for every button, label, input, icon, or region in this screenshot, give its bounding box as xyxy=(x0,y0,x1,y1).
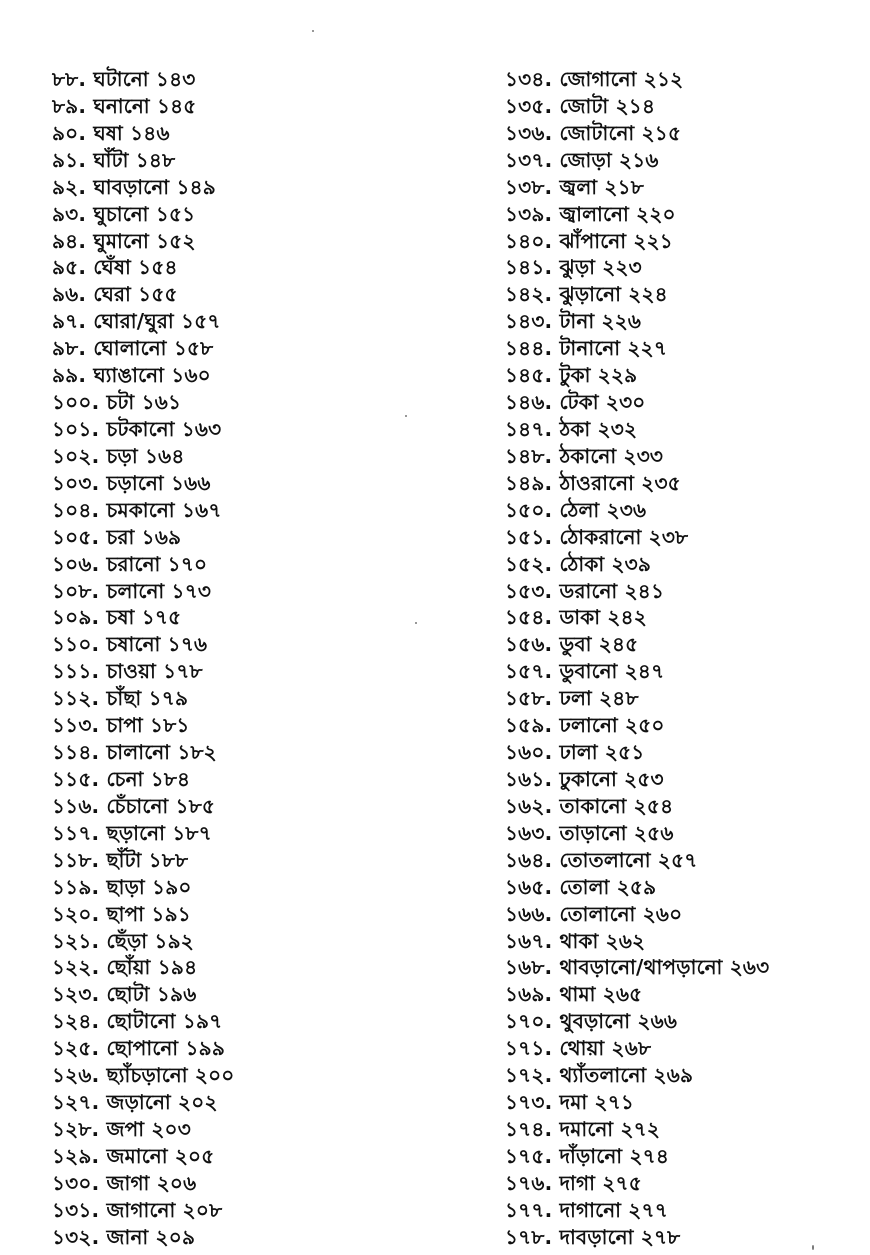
index-entry: ১২৬. ছ্যাঁচড়ানো ২০০ xyxy=(52,1063,235,1088)
index-entry: ১৪৭. ঠকা ২৩২ xyxy=(505,416,638,441)
index-entry: ১৩৮. জ্বলা ২১৮ xyxy=(505,174,644,199)
index-entry: ৯২. ঘাবড়ানো ১৪৯ xyxy=(52,174,216,199)
index-entry: ৮৯. ঘনানো ১৪৫ xyxy=(52,93,197,118)
index-entry: ১০০. চটা ১৬১ xyxy=(52,390,182,415)
index-entry: ১২৮. জপা ২০৩ xyxy=(52,1116,191,1141)
index-entry: ১৩৬. জোটানো ২১৫ xyxy=(505,120,682,145)
index-entry: ১৭১. থোয়া ২৬৮ xyxy=(505,1036,652,1061)
index-entry: ১৫৩. ডরানো ২৪১ xyxy=(505,578,665,603)
index-entry: ১৭৩. দমা ২৭১ xyxy=(505,1090,635,1115)
index-entry: ৯৯. ঘ্যাঙানো ১৬০ xyxy=(52,363,211,388)
index-entry: ১৬৪. তোতলানো ২৫৭ xyxy=(505,847,698,872)
index-entry: ১৪৩. টানা ২২৬ xyxy=(505,309,642,334)
index-entry: ১০৯. চষা ১৭৫ xyxy=(52,605,182,630)
index-entry: ১৭২. থ্যাঁতলানো ২৬৯ xyxy=(505,1063,694,1088)
index-entry: ১৭৬. দাগা ২৭৫ xyxy=(505,1170,642,1195)
index-entry: ১১১. চাওয়া ১৭৮ xyxy=(52,659,203,684)
index-entry: ১২৪. ছোটানো ১৯৭ xyxy=(52,1009,223,1034)
index-entry: ১৩৭. জোড়া ২১৬ xyxy=(505,147,659,172)
index-entry: ১১৪. চালানো ১৮২ xyxy=(52,740,217,765)
index-entry: ১৩০. জাগা ২০৬ xyxy=(52,1170,197,1195)
index-entry: ১৪৬. টেকা ২৩০ xyxy=(505,390,646,415)
index-entry: ১৪২. ঝুড়ানো ২২৪ xyxy=(505,282,668,307)
index-entry: ১২০. ছাপা ১৯১ xyxy=(52,901,191,926)
index-entry: ১০১. চটকানো ১৬৩ xyxy=(52,416,222,441)
index-entry: ১৪৯. ঠাওরানো ২৩৫ xyxy=(505,470,681,495)
index-entry: ১৭৭. দাগানো ২৭৭ xyxy=(505,1197,668,1222)
index-entry: ১৭৫. দাঁড়ানো ২৭৪ xyxy=(505,1143,670,1168)
index-entry: ১৫৯. ঢলানো ২৫০ xyxy=(505,713,665,738)
index-entry: ১৬১. ঢুকানো ২৫৩ xyxy=(505,766,664,791)
index-entry: ১৬০. ঢালা ২৫১ xyxy=(505,740,645,765)
index-entry: ১২৫. ছোপানো ১৯৯ xyxy=(52,1036,226,1061)
index-entry: ১৫০. ঠেলা ২৩৬ xyxy=(505,497,647,522)
index-entry: ১৪৪. টানানো ২২৭ xyxy=(505,336,668,361)
index-entry: ১০৬. চরানো ১৭০ xyxy=(52,551,208,576)
index-entry: ১৭০. থুবড়ানো ২৬৬ xyxy=(505,1009,678,1034)
index-entry: ১১৫. চেনা ১৮৪ xyxy=(52,766,191,791)
index-entry: ১৩১. জাগানো ২০৮ xyxy=(52,1197,223,1222)
index-entry: ১৬২. তাকানো ২৫৪ xyxy=(505,793,674,818)
index-entry: ৯৭. ঘোরা/ঘুরা ১৫৭ xyxy=(52,309,221,334)
index-entry: ১৬৯. থামা ২৬৫ xyxy=(505,982,643,1007)
index-entry: ১৪৫. টুকা ২২৯ xyxy=(505,363,638,388)
index-entry: ১৫৮. ঢলা ২৪৮ xyxy=(505,686,639,711)
scan-speck xyxy=(405,415,407,417)
index-entry: ৯৪. ঘুমানো ১৫২ xyxy=(52,228,196,253)
index-entry: ১১৯. ছাড়া ১৯০ xyxy=(52,874,192,899)
index-entry: ১২৩. ছোটা ১৯৬ xyxy=(52,982,197,1007)
index-entry: ১১২. চাঁছা ১৭৯ xyxy=(52,686,189,711)
scan-speck xyxy=(415,622,417,624)
index-entry: ৮৮. ঘটানো ১৪৩ xyxy=(52,67,196,91)
index-entry: ৯০. ঘষা ১৪৬ xyxy=(52,120,170,145)
index-entry: ১১৬. চেঁচানো ১৮৫ xyxy=(52,793,216,818)
index-entry: ১৫২. ঠোকা ২৩৯ xyxy=(505,551,652,576)
index-entry: ১০৩. চড়ানো ১৬৬ xyxy=(52,470,211,495)
index-entry: ১৬৮. থাবড়ানো/থাপড়ানো ২৬৩ xyxy=(505,955,770,980)
index-entry: ১৩৫. জোটা ২১৪ xyxy=(505,93,656,118)
index-entry: ১৪১. ঝুড়া ২২৩ xyxy=(505,255,642,280)
index-entry: ১০৫. চরা ১৬৯ xyxy=(52,524,182,549)
index-entry: ১৭৪. দমানো ২৭২ xyxy=(505,1116,661,1141)
index-entry: ৯৫. ঘেঁষা ১৫৪ xyxy=(52,255,178,280)
index-entry: ১১৮. ছাঁটা ১৮৮ xyxy=(52,847,189,872)
index-entry: ১৩৪. জোগানো ২১২ xyxy=(505,67,684,91)
index-entry: ৯৩. ঘুচানো ১৫১ xyxy=(52,201,196,226)
scan-speck xyxy=(812,1245,814,1250)
index-entry: ১৫১. ঠোকরানো ২৩৮ xyxy=(505,524,689,549)
index-entry: ১৬৩. তাড়ানো ২৫৬ xyxy=(505,820,674,845)
index-entry: ১২৭. জড়ানো ২০২ xyxy=(52,1090,218,1115)
scan-speck xyxy=(312,30,314,32)
index-left-column xyxy=(52,66,452,1251)
index-right-column xyxy=(505,66,865,1251)
index-entry: ১৫৪. ডাকা ২৪২ xyxy=(505,605,647,630)
index-entry: ১০২. চড়া ১৬৪ xyxy=(52,443,185,468)
index-entry: ১৬৭. থাকা ২৬২ xyxy=(505,928,646,953)
index-entry: ১২৯. জমানো ২০৫ xyxy=(52,1143,215,1168)
index-entry: ১৬৬. তোলানো ২৬০ xyxy=(505,901,683,926)
index-entry: ১২২. ছোঁয়া ১৯৪ xyxy=(52,955,198,980)
index-entry: ৯৬. ঘেরা ১৫৫ xyxy=(52,282,178,307)
index-entry: ১০৮. চলানো ১৭৩ xyxy=(52,578,212,603)
index-entry: ১৬৫. তোলা ২৫৯ xyxy=(505,874,657,899)
index-entry: ১১৭. ছড়ানো ১৮৭ xyxy=(52,820,212,845)
index-entry: ১৪৮. ঠকানো ২৩৩ xyxy=(505,443,664,468)
index-entry: ১৪০. ঝাঁপানো ২২১ xyxy=(505,228,673,253)
index-entry: ১০৪. চমকানো ১৬৭ xyxy=(52,497,222,522)
index-entry: ১২১. ছেঁড়া ১৯২ xyxy=(52,928,194,953)
index-entry: ১১০. চষানো ১৭৬ xyxy=(52,632,208,657)
index-entry: ১৩২. জানা ২০৯ xyxy=(52,1224,196,1249)
index-entry: ১৭৮. দাবড়ানো ২৭৮ xyxy=(505,1224,681,1249)
index-entry: ১৫৭. ডুবানো ২৪৭ xyxy=(505,659,665,684)
index-entry: ১৩৯. জ্বালানো ২২০ xyxy=(505,201,676,226)
index-entry: ৯৮. ঘোলানো ১৫৮ xyxy=(52,336,214,361)
index-entry: ৯১. ঘাঁটা ১৪৮ xyxy=(52,147,176,172)
index-entry: ১৫৬. ডুবা ২৪৫ xyxy=(505,632,639,657)
index-entry: ১১৩. চাপা ১৮১ xyxy=(52,713,190,738)
